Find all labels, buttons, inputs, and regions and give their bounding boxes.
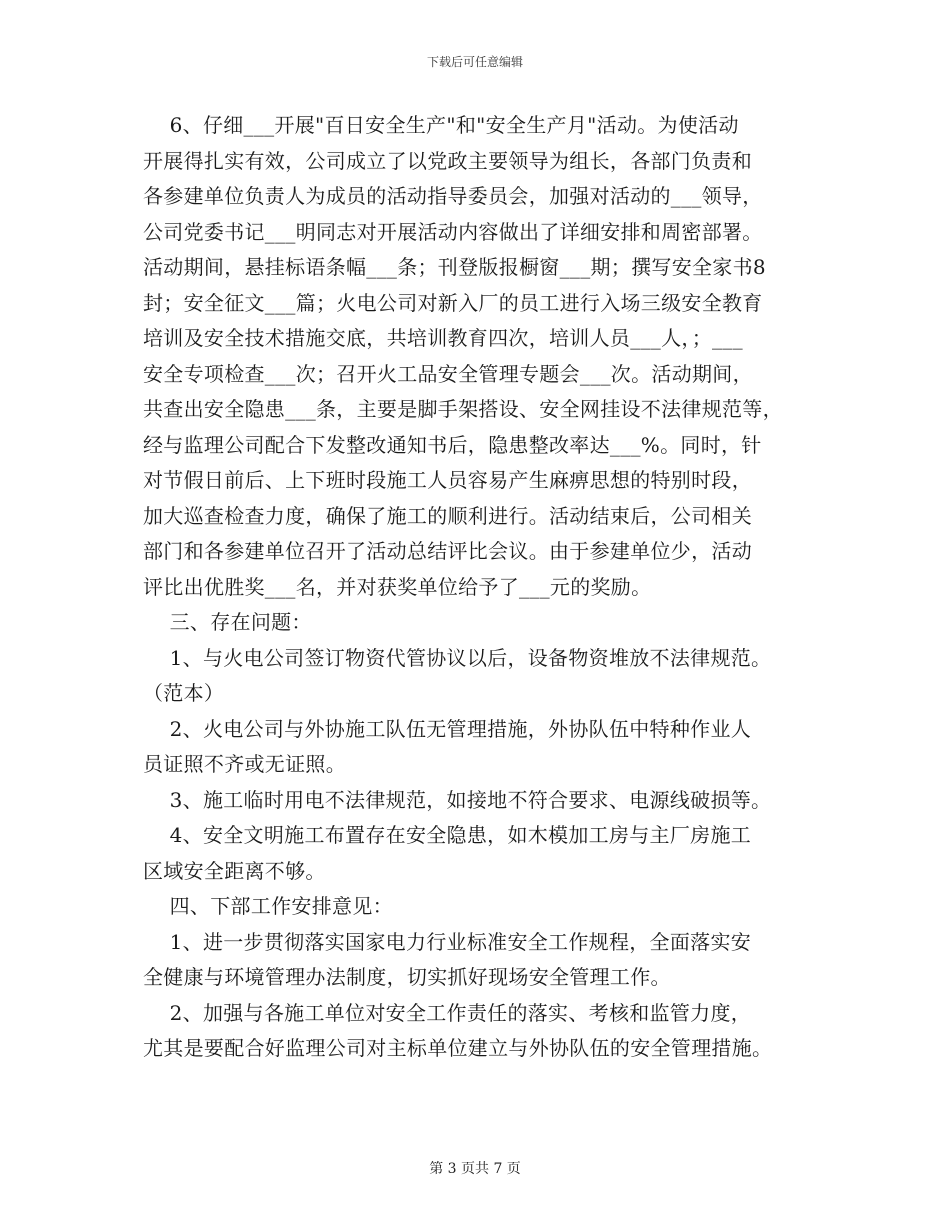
body-line: 培训及安全技术措施交底，共培训教育四次，培训人员___人，；___ [143,326,743,350]
section-heading: 三、存在问题： [143,610,312,634]
body-line: 区域安全距离不够。 [143,858,326,883]
body-line: 各参建单位负责人为成员的活动指导委员会，加强对活动的___领导， [143,184,763,208]
body-line: 部门和各参建单位召开了活动总结评比会议。由于参建单位少，活动 [143,539,752,563]
body-line: 公司党委书记___明同志对开展活动内容做出了详细安排和周密部署。 [143,219,763,244]
body-line: 活动期间，悬挂标语条幅___条；刊登版报橱窗___期；撰写安全家书8 [143,255,766,279]
body-line: 加大巡查检查力度，确保了施工的顺利进行。活动结束后，公司相关 [143,503,752,528]
body-line: 对节假日前后、上下班时段施工人员容易产生麻痹思想的特别时段， [143,468,752,492]
page-header: 下载后可任意编辑 [426,55,523,69]
body-line: 封；安全征文___篇；火电公司对新入厂的员工进行入场三级安全教育 [143,290,763,315]
body-line: 全健康与环境管理办法制度，切实抓好现场安全管理工作。 [143,965,671,989]
body-line: 安全专项检查___次；召开火工品安全管理专题会___次。活动期间， [143,361,753,386]
body-line: 评比出优胜奖___名，并对获奖单位给予了___元的奖励。 [143,574,652,599]
body-line: 3、施工临时用电不法律规范，如接地不符合要求、电源线破损等。 [143,787,772,812]
body-line: 尤其是要配合好监理公司对主标单位建立与外协队伍的安全管理措施。 [143,1036,773,1060]
body-line: 1、进一步贯彻落实国家电力行业标准安全工作规程，全面落实安 [143,929,752,954]
section-heading: 四、下部工作安排意见： [143,894,393,918]
document-body [143,108,823,1067]
body-line: 经与监理公司配合下发整改通知书后，隐患整改率达___%。同时，针 [143,432,762,457]
body-line: 6、仔细___开展"百日安全生产"和"安全生产月"活动。为使活动 [143,113,739,137]
body-line: 4、安全文明施工布置存在安全隐患，如木模加工房与主厂房施工 [143,823,752,847]
body-line: 2、火电公司与外协施工队伍无管理措施，外协队伍中特种作业人 [143,716,752,741]
body-line: 开展得扎实有效，公司成立了以党政主要领导为组长，各部门负责和 [143,148,752,173]
body-line: 员证照不齐或无证照。 [143,752,346,776]
body-line: 1、与火电公司签订物资代管协议以后，设备物资堆放不法律规范。 [143,645,772,670]
body-line: （范本） [143,681,225,705]
body-line: 2、加强与各施工单位对安全工作责任的落实、考核和监管力度， [143,1000,752,1025]
body-line: 共查出安全隐患___条，主要是脚手架搭设、安全网挂设不法律规范等， [143,397,783,421]
page-footer: 第 3 页共 7 页 [429,1161,521,1177]
